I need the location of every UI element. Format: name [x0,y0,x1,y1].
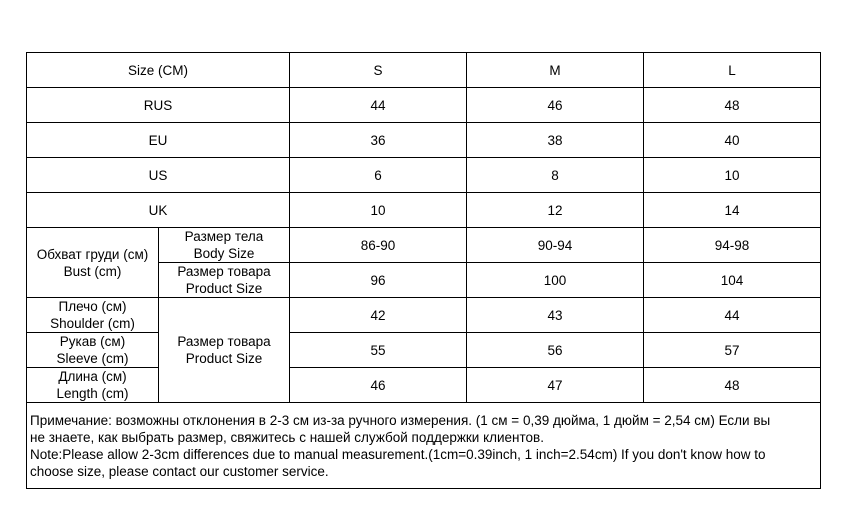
table-row-header [27,53,821,88]
eu-l: 40 [644,123,821,158]
bust-product-label-en: Product Size [185,281,263,296]
length-s: 46 [290,368,467,403]
table-row-rus [27,88,821,123]
body-size-label [159,228,290,263]
shoulder-label [27,298,159,333]
shoulder-label-en: Shoulder (cm) [50,316,135,331]
bust-product-size-label [159,263,290,298]
size-header-m: M [467,53,644,88]
us-l: 10 [644,158,821,193]
table-row-note [27,403,821,489]
length-l: 48 [644,368,821,403]
size-header-s: S [290,53,467,88]
bust-product-l: 104 [644,263,821,298]
sleeve-label [27,333,159,368]
product-size-group-label [159,298,290,403]
table-row-sleeve [27,333,821,368]
uk-s: 10 [290,193,467,228]
table-row-bust-body [27,228,821,263]
sleeve-m: 56 [467,333,644,368]
uk-l: 14 [644,193,821,228]
rus-l: 48 [644,88,821,123]
eu-m: 38 [467,123,644,158]
sleeve-label-ru: Рукав (см) [59,334,126,349]
length-label-ru: Длина (см) [58,369,127,384]
eu-label: EU [27,123,290,158]
table-row-shoulder [27,298,821,333]
note-ru-line-1: Примечание: возможны отклонения в 2-3 см из-за ручного измерения. (1 см = 0,39 дюйма, 1 дюйм = 2,54 см) Если вы [30,412,771,428]
note-ru-line-2: не знаете, как выбрать размер, свяжитесь с нашей службой поддержки клиентов. [30,429,544,445]
sleeve-l: 57 [644,333,821,368]
bust-product-label-ru: Размер товара [177,264,271,279]
rus-m: 46 [467,88,644,123]
bust-label-ru: Обхват груди (см) [36,246,149,262]
sleeve-label-en: Sleeve (cm) [56,351,129,366]
bust-body-s: 86-90 [290,228,467,263]
bust-label [27,228,159,298]
uk-m: 12 [467,193,644,228]
table-row-length [27,368,821,403]
eu-s: 36 [290,123,467,158]
length-label [27,368,159,403]
product-group-label-ru: Размер товара [177,334,271,349]
uk-label: UK [27,193,290,228]
sleeve-s: 55 [290,333,467,368]
shoulder-l: 44 [644,298,821,333]
us-label: US [27,158,290,193]
note-cell [27,403,821,489]
note-en-line-1: Note:Please allow 2-3cm differences due to manual measurement.(1cm=0.39inch, 1 inch=2.54cm) If you don't know how to [30,446,766,462]
table-row-uk [27,193,821,228]
size-chart-table [26,52,821,489]
size-header-l: L [644,53,821,88]
shoulder-m: 43 [467,298,644,333]
table-row-us [27,158,821,193]
length-label-en: Length (cm) [56,386,129,401]
body-size-label-ru: Размер тела [184,229,264,244]
bust-product-s: 96 [290,263,467,298]
shoulder-label-ru: Плечо (см) [58,299,127,314]
bust-body-m: 90-94 [467,228,644,263]
size-header-label: Size (CM) [27,53,290,88]
rus-label: RUS [27,88,290,123]
rus-s: 44 [290,88,467,123]
us-s: 6 [290,158,467,193]
body-size-label-en: Body Size [193,246,255,261]
note-en-line-2: choose size, please contact our customer service. [30,463,329,479]
table-row-eu [27,123,821,158]
length-m: 47 [467,368,644,403]
bust-label-en: Bust (cm) [63,263,122,279]
shoulder-s: 42 [290,298,467,333]
us-m: 8 [467,158,644,193]
product-group-label-en: Product Size [185,351,263,366]
bust-body-l: 94-98 [644,228,821,263]
bust-product-m: 100 [467,263,644,298]
